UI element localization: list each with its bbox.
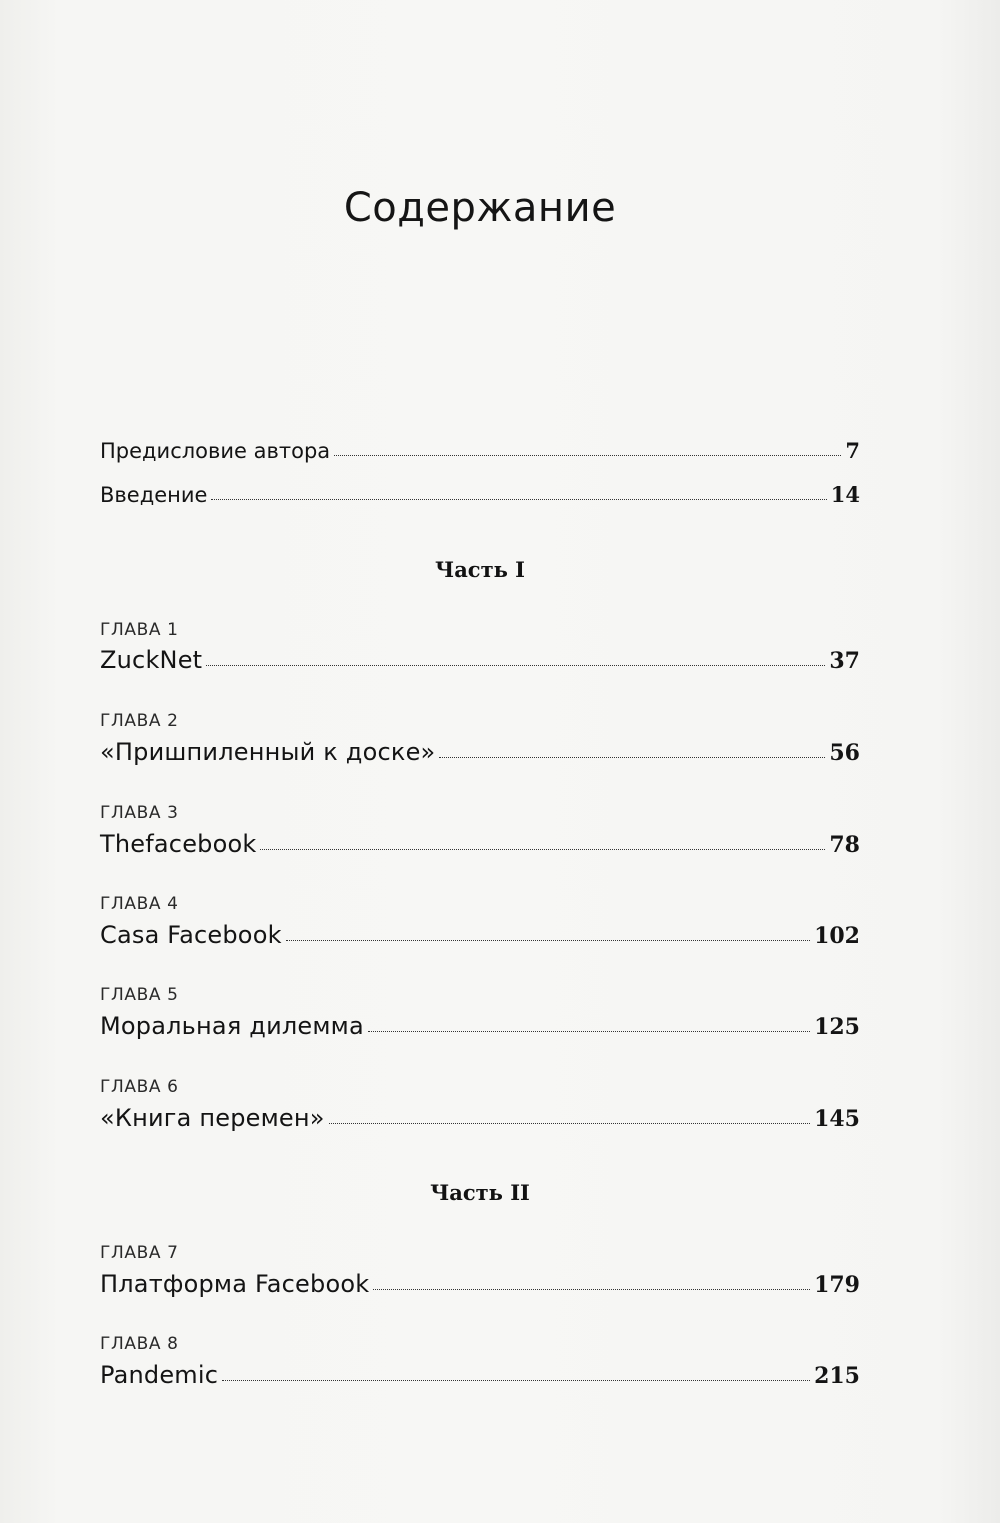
toc-entry-label: Pandemic [100,1361,219,1389]
toc-entry-label: «Книга перемен» [100,1104,325,1132]
chapter-kicker: ГЛАВА 1 [100,620,179,640]
dot-leader [368,1030,810,1032]
toc-entry-page: 102 [814,923,860,949]
toc-entry-page: 125 [814,1014,860,1040]
toc-entry-label: Thefacebook [100,830,257,858]
toc-entry-chapter-8[interactable] [100,1361,860,1389]
part-heading: Часть II [430,1180,530,1205]
toc-entry-page: 7 [845,438,860,463]
toc-entry-page: 14 [830,482,860,507]
toc-entry-label: Casa Facebook [100,921,282,949]
toc-entry-chapter-2[interactable] [100,738,860,766]
chapter-kicker: ГЛАВА 5 [100,985,179,1005]
toc-entry-chapter-5[interactable] [100,1012,860,1040]
chapter-kicker: ГЛАВА 6 [100,1077,179,1097]
toc-entry-chapter-3[interactable] [100,830,860,858]
chapter-kicker: ГЛАВА 8 [100,1334,179,1354]
page-title: Содержание [343,184,617,231]
toc-entry-label: Предисловие автора [100,439,331,463]
chapter-kicker: ГЛАВА 4 [100,894,179,914]
toc-entry-chapter-1[interactable] [100,646,860,674]
chapter-kicker: ГЛАВА 7 [100,1243,179,1263]
dot-leader [222,1379,810,1381]
toc-entry-label: Платформа Facebook [100,1270,370,1298]
chapter-kicker: ГЛАВА 3 [100,803,179,823]
toc-entry-chapter-6[interactable] [100,1104,860,1132]
toc-entry-page: 56 [829,740,860,766]
toc-entry-page: 215 [814,1363,860,1389]
toc-entry-label: Введение [100,483,208,507]
toc-entry-page: 145 [814,1106,860,1132]
toc-entry-page: 179 [814,1272,860,1298]
toc-entry-page: 78 [829,832,860,858]
toc-entry-label: ZuckNet [100,646,203,674]
chapter-kicker: ГЛАВА 2 [100,711,179,731]
dot-leader [206,664,825,666]
dot-leader [373,1288,810,1290]
toc-entry-label: Моральная дилемма [100,1012,364,1040]
dot-leader [334,454,841,456]
toc-entry-introduction[interactable] [100,482,860,507]
dot-leader [439,756,825,758]
dot-leader [329,1122,810,1124]
dot-leader [286,939,810,941]
toc-entry-foreword[interactable] [100,438,860,463]
dot-leader [211,498,826,500]
toc-entry-chapter-4[interactable] [100,921,860,949]
toc-entry-label: «Пришпиленный к доске» [100,738,436,766]
toc-entry-chapter-7[interactable] [100,1270,860,1298]
part-heading: Часть I [435,557,525,582]
dot-leader [260,848,825,850]
toc-entry-page: 37 [829,648,860,674]
